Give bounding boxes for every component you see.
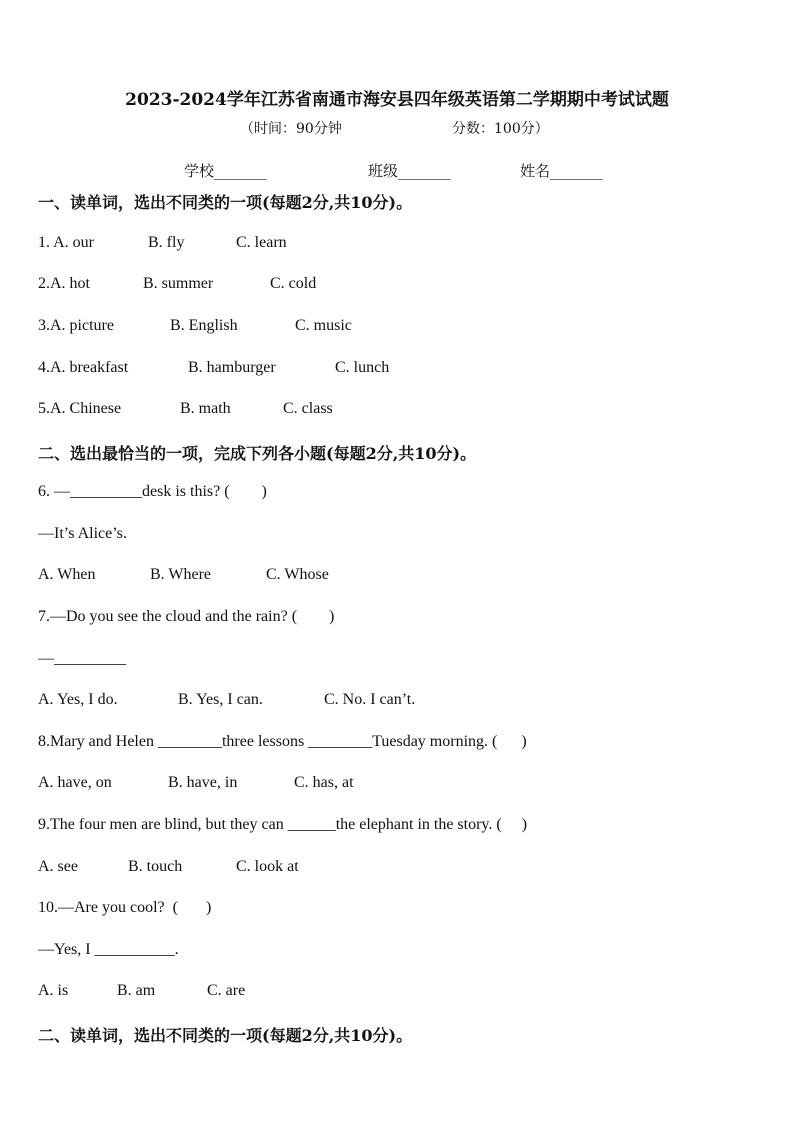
q2-option-a: 2.A. hot xyxy=(38,275,90,292)
q10-option-c: C. are xyxy=(207,982,246,999)
q2-option-b: B. summer xyxy=(143,275,214,292)
q9-option-b: B. touch xyxy=(128,858,183,875)
q7-option-c: C. No. I can’t. xyxy=(324,691,416,708)
q10-option-a: A. is xyxy=(38,982,69,999)
q3-option-b: B. English xyxy=(170,317,238,334)
q1-option-a: 1. A. our xyxy=(38,234,94,251)
q7-option-b: B. Yes, I can. xyxy=(178,691,263,708)
section-1-heading: 一、读单词，选出不同类的一项(每题2分,共10分)。 xyxy=(38,193,413,212)
q6-option-c: C. Whose xyxy=(266,566,329,583)
q8-option-a: A. have, on xyxy=(38,774,112,791)
q5-option-b: B. math xyxy=(180,400,231,417)
q4-option-c: C. lunch xyxy=(335,359,390,376)
q3-option-a: 3.A. picture xyxy=(38,317,114,334)
q10-answer: —Yes, I __________. xyxy=(38,941,179,958)
school-field: 学校_______ xyxy=(184,162,267,180)
q1-option-c: C. learn xyxy=(236,234,287,251)
q4-option-b: B. hamburger xyxy=(188,359,276,376)
q10-question: 10.—Are you cool? ( ) xyxy=(38,899,212,916)
q7-answer: —_________ xyxy=(38,650,126,667)
q6-option-a: A. When xyxy=(38,566,96,583)
name-field: 姓名_______ xyxy=(520,162,603,180)
q3-option-c: C. music xyxy=(295,317,352,334)
q8-option-c: C. has, at xyxy=(294,774,354,791)
q6-answer: —It’s Alice’s. xyxy=(38,525,127,542)
q7-option-a: A. Yes, I do. xyxy=(38,691,118,708)
q7-question: 7.—Do you see the cloud and the rain? ( ) xyxy=(38,608,335,625)
section-2-heading: 二、选出最恰当的一项，完成下列各小题(每题2分,共10分)。 xyxy=(38,444,477,463)
q8-question: 8.Mary and Helen ________three lessons ________Tuesday morning. ( ) xyxy=(38,733,527,750)
q6-question: 6. —_________desk is this? ( ) xyxy=(38,483,267,500)
q10-option-b: B. am xyxy=(117,982,156,999)
q9-question: 9.The four men are blind, but they can ______the elephant in the story. ( ) xyxy=(38,816,528,833)
q2-option-c: C. cold xyxy=(270,275,317,292)
page-title: 2023-2024学年江苏省南通市海安县四年级英语第二学期期中考试试题 xyxy=(125,90,669,110)
time-info: （时间：90分钟 xyxy=(240,121,342,137)
score-info: 分数：100分） xyxy=(452,121,549,137)
q1-option-b: B. fly xyxy=(148,234,185,251)
q6-option-b: B. Where xyxy=(150,566,212,583)
q8-option-b: B. have, in xyxy=(168,774,238,791)
q5-option-a: 5.A. Chinese xyxy=(38,400,122,417)
section-3-heading: 二、读单词，选出不同类的一项(每题2分,共10分)。 xyxy=(38,1026,413,1045)
q9-option-a: A. see xyxy=(38,858,78,875)
q4-option-a: 4.A. breakfast xyxy=(38,359,129,376)
q5-option-c: C. class xyxy=(283,400,333,417)
q9-option-c: C. look at xyxy=(236,858,299,875)
class-field: 班级_______ xyxy=(368,162,451,180)
